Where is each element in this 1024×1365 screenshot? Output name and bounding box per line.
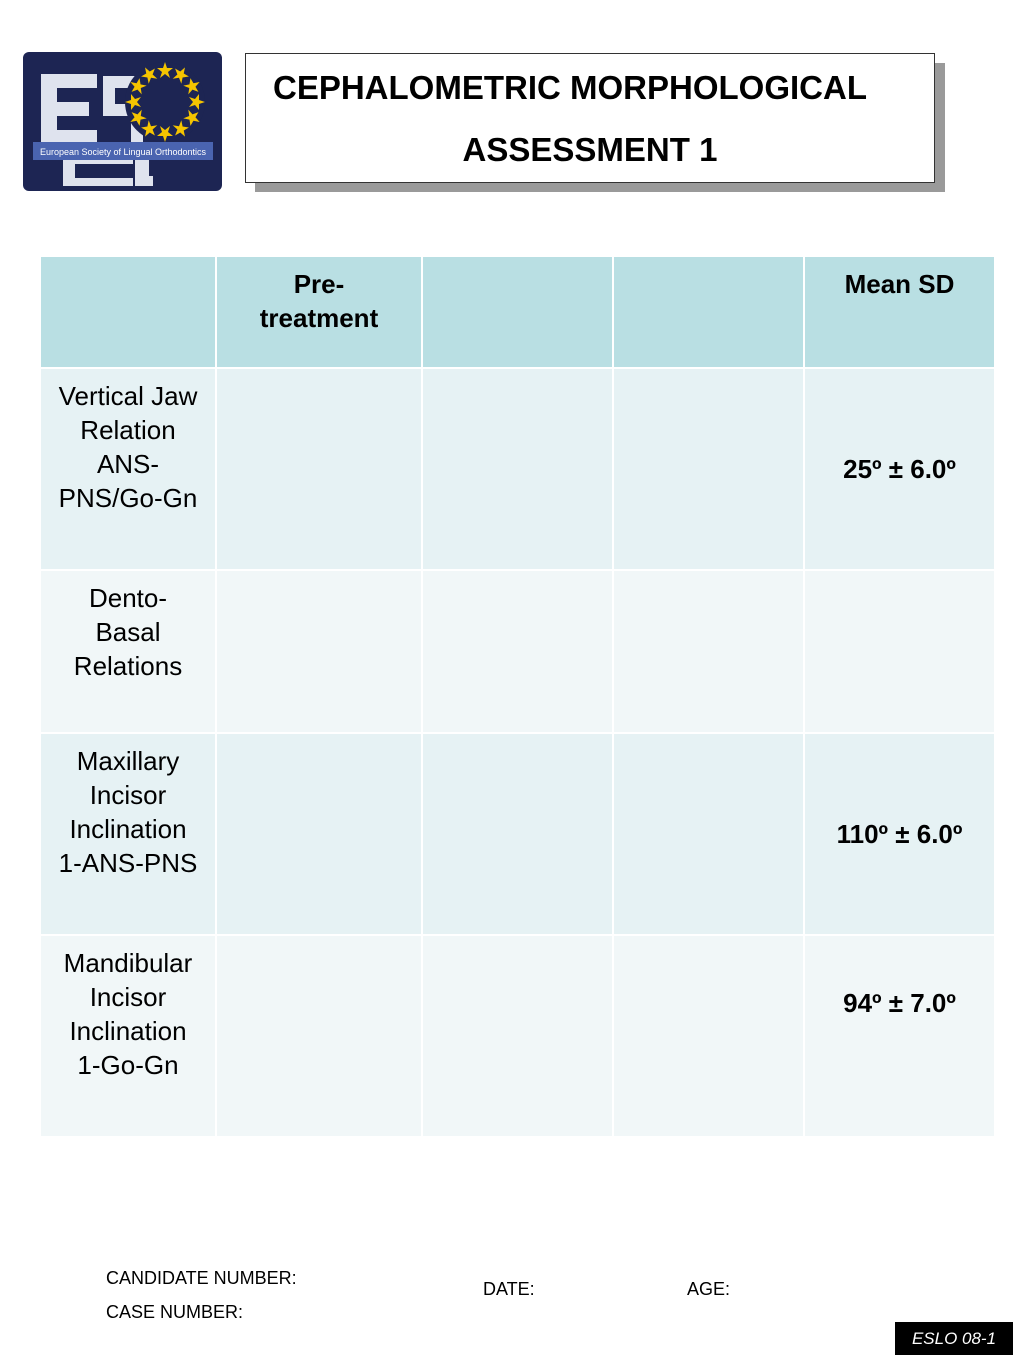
assessment-table <box>39 255 996 1138</box>
row-label-line: Inclination <box>69 1016 187 1046</box>
logo-caption: European Society of Lingual Orthodontics <box>39 147 207 157</box>
value-cell-col3[interactable] <box>423 571 612 732</box>
mean-sd-value: 25º ± 6.0º <box>805 369 994 569</box>
row-label <box>41 571 215 732</box>
header-pretreatment-line1: Pre- <box>293 269 345 299</box>
value-cell-col4[interactable] <box>614 369 803 569</box>
mean-sd-value: 94º ± 7.0º <box>805 936 994 1136</box>
value-cell-col4[interactable] <box>614 734 803 934</box>
row-label-line: Inclination <box>69 814 187 844</box>
row-label-line: Maxillary <box>76 746 180 776</box>
page-title-line1: CEPHALOMETRIC MORPHOLOGICAL <box>273 69 867 106</box>
page-title-line2: ASSESSMENT 1 <box>462 131 718 168</box>
pretreatment-value-cell[interactable] <box>217 936 421 1136</box>
header-cell-blank <box>41 257 215 367</box>
table-row-vertical-jaw <box>41 369 994 569</box>
value-cell-col3[interactable] <box>423 369 612 569</box>
header-cell-pretreatment <box>217 257 421 367</box>
table-row-mandibular-incisor <box>41 936 994 1136</box>
row-label-line: Incisor <box>89 780 167 810</box>
value-cell-col4[interactable] <box>614 936 803 1136</box>
form-code-badge: ESLO 08-1 <box>895 1322 1013 1355</box>
header-pretreatment-line2: treatment <box>259 303 379 333</box>
table-header-row <box>41 257 994 367</box>
value-cell-col3[interactable] <box>423 936 612 1136</box>
row-label-line: Vertical Jaw <box>58 381 198 411</box>
row-label <box>41 734 215 934</box>
row-label-line: ANS- <box>96 449 160 479</box>
header-cell-mean-sd: Mean SD <box>805 257 994 367</box>
mean-sd-value <box>805 571 994 732</box>
table-row-dento-basal <box>41 571 994 732</box>
row-label-line: Incisor <box>89 982 167 1012</box>
row-label <box>41 936 215 1136</box>
pretreatment-value-cell[interactable] <box>217 734 421 934</box>
eslo-logo <box>23 52 222 191</box>
title-box <box>245 53 935 183</box>
value-cell-col3[interactable] <box>423 734 612 934</box>
age-label: AGE: <box>687 1279 731 1299</box>
mean-sd-value: 110º ± 6.0º <box>805 734 994 934</box>
value-cell-col4[interactable] <box>614 571 803 732</box>
row-label-line: Relations <box>73 651 183 681</box>
row-label-line: 1-ANS-PNS <box>58 848 198 878</box>
header-cell-col3 <box>423 257 612 367</box>
date-label: DATE: <box>483 1279 535 1299</box>
row-label-line: Dento- <box>88 583 168 613</box>
table-row-maxillary-incisor <box>41 734 994 934</box>
row-label-line: PNS/Go-Gn <box>58 483 198 513</box>
case-number-label: CASE NUMBER: <box>106 1302 244 1322</box>
header-cell-col4 <box>614 257 803 367</box>
row-label-line: Mandibular <box>63 948 193 978</box>
row-label-line: Basal <box>95 617 161 647</box>
pretreatment-value-cell[interactable] <box>217 571 421 732</box>
pretreatment-value-cell[interactable] <box>217 369 421 569</box>
candidate-number-label: CANDIDATE NUMBER: <box>106 1268 297 1288</box>
row-label <box>41 369 215 569</box>
row-label-line: Relation <box>80 415 176 445</box>
row-label-line: 1-Go-Gn <box>77 1050 179 1080</box>
